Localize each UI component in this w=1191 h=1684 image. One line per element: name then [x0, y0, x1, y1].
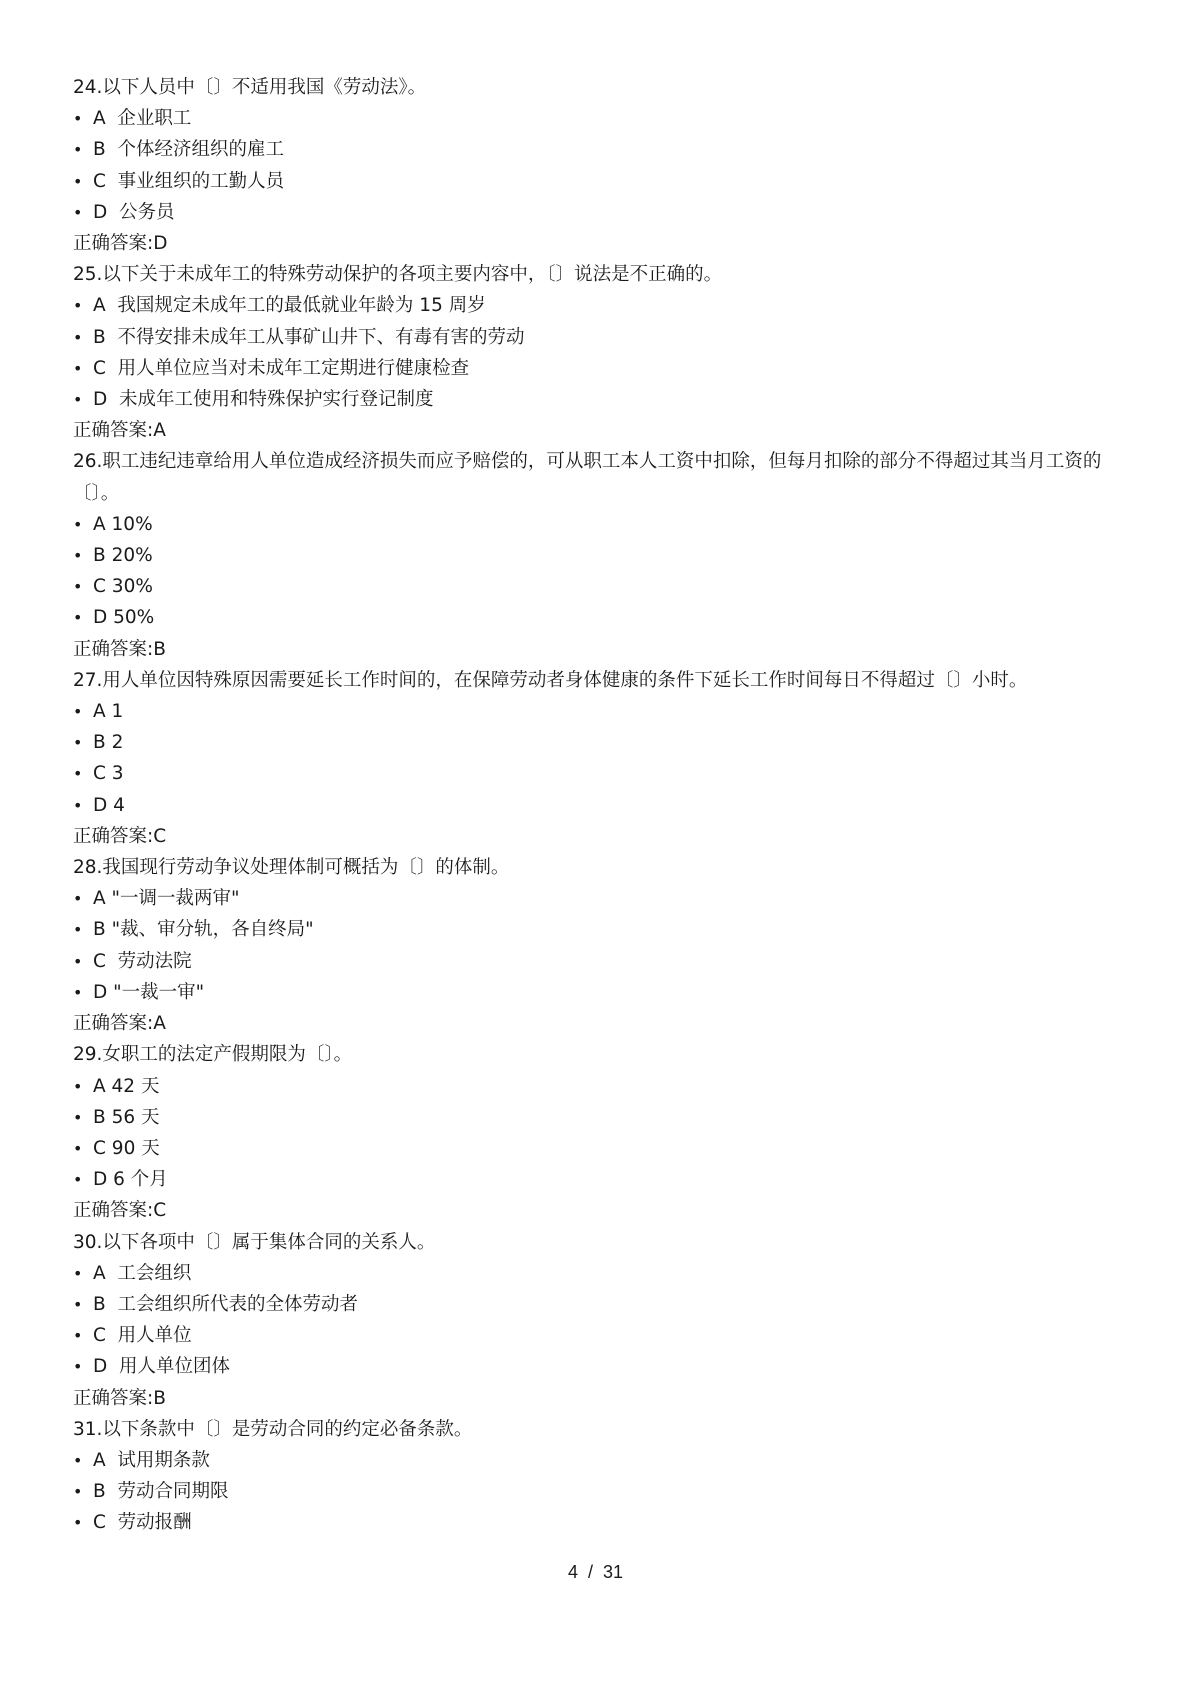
question-block — [73, 1039, 1133, 1226]
bullet-icon: • — [73, 1326, 83, 1346]
question-text: 30.以下各项中〔〕属于集体合同的关系人。 — [73, 1231, 436, 1253]
question-text: 25.以下关于未成年工的特殊劳动保护的各项主要内容中，〔〕说法是不正确的。 — [73, 264, 723, 286]
option-item — [73, 353, 1133, 384]
answer-text: 正确答案:D — [73, 233, 168, 255]
option-item — [73, 571, 1133, 602]
option-item — [73, 727, 1133, 758]
option-text: B 2 — [93, 732, 124, 754]
bullet-icon: • — [73, 1513, 83, 1533]
option-item — [73, 509, 1133, 540]
question-block — [73, 1227, 1133, 1414]
bullet-icon: • — [73, 1450, 83, 1470]
bullet-icon: • — [73, 1294, 83, 1314]
answer-text: 正确答案:A — [73, 420, 166, 442]
bullet-icon: • — [73, 109, 83, 129]
option-item — [73, 1258, 1133, 1289]
option-item — [73, 602, 1133, 633]
question-text: 29.女职工的法定产假期限为〔〕。 — [73, 1044, 353, 1066]
question-block — [73, 259, 1133, 446]
question-block — [73, 72, 1133, 259]
option-text: D "一裁一审" — [93, 981, 205, 1003]
option-item — [73, 790, 1133, 821]
document-body — [73, 72, 1133, 1539]
bullet-icon: • — [73, 140, 83, 160]
option-item — [73, 1102, 1133, 1133]
option-item — [73, 1164, 1133, 1195]
option-text: C 90 天 — [93, 1137, 160, 1159]
option-item — [73, 1507, 1133, 1538]
bullet-icon: • — [73, 1170, 83, 1190]
option-text: A 工会组织 — [93, 1262, 192, 1284]
bullet-icon: • — [73, 982, 83, 1002]
question-text: 27.用人单位因特殊原因需要延长工作时间的，在保障劳动者身体健康的条件下延长工作时间每日不得超过〔〕小时。 — [73, 669, 1028, 691]
option-text: C 劳动报酬 — [93, 1512, 192, 1534]
bullet-icon: • — [73, 764, 83, 784]
option-item — [73, 1476, 1133, 1507]
option-item — [73, 103, 1133, 134]
answer-text: 正确答案:B — [73, 638, 166, 660]
option-text: A "一调一裁两审" — [93, 888, 240, 910]
bullet-icon: • — [73, 327, 83, 347]
option-item — [73, 914, 1133, 945]
question-block — [73, 446, 1133, 664]
bullet-icon: • — [73, 920, 83, 940]
option-text: A 1 — [93, 701, 124, 723]
bullet-icon: • — [73, 171, 83, 191]
option-text: B 个体经济组织的雇工 — [93, 139, 284, 161]
page-number: 4 / 31 — [567, 1562, 624, 1582]
option-text: D 6 个月 — [93, 1169, 168, 1191]
option-item — [73, 1445, 1133, 1476]
answer-text: 正确答案:A — [73, 1013, 166, 1035]
option-text: C 用人单位应当对未成年工定期进行健康检查 — [93, 357, 470, 379]
option-item — [73, 758, 1133, 789]
answer-text: 正确答案:C — [73, 825, 167, 847]
option-item — [73, 1351, 1133, 1382]
option-item — [73, 134, 1133, 165]
option-text: B 56 天 — [93, 1106, 160, 1128]
bullet-icon: • — [73, 795, 83, 815]
option-item — [73, 540, 1133, 571]
option-item — [73, 1289, 1133, 1320]
option-text: C 劳动法院 — [93, 950, 192, 972]
question-block — [73, 665, 1133, 852]
option-item — [73, 1320, 1133, 1351]
option-text: C 3 — [93, 763, 124, 785]
option-text: B 20% — [93, 545, 153, 567]
option-text: B 工会组织所代表的全体劳动者 — [93, 1293, 358, 1315]
option-text: C 30% — [93, 576, 153, 598]
bullet-icon: • — [73, 951, 83, 971]
option-item — [73, 977, 1133, 1008]
question-text: 26.职工违纪违章给用人单位造成经济损失而应予赔偿的，可从职工本人工资中扣除，但每月扣除的部分不得超过其当月工资的〔〕。 — [73, 451, 1102, 504]
option-text: A 42 天 — [93, 1075, 160, 1097]
option-item — [73, 322, 1133, 353]
option-item — [73, 290, 1133, 321]
question-text: 31.以下条款中〔〕是劳动合同的约定必备条款。 — [73, 1418, 473, 1440]
bullet-icon: • — [73, 733, 83, 753]
option-item — [73, 384, 1133, 415]
option-text: D 50% — [93, 607, 155, 629]
bullet-icon: • — [73, 1138, 83, 1158]
bullet-icon: • — [73, 1357, 83, 1377]
option-item — [73, 197, 1133, 228]
option-item — [73, 166, 1133, 197]
option-item — [73, 696, 1133, 727]
option-text: D 用人单位团体 — [93, 1356, 231, 1378]
bullet-icon: • — [73, 202, 83, 222]
bullet-icon: • — [73, 889, 83, 909]
option-text: B 不得安排未成年工从事矿山井下、有毒有害的劳动 — [93, 326, 525, 348]
option-text: D 未成年工使用和特殊保护实行登记制度 — [93, 389, 434, 411]
option-text: A 我国规定未成年工的最低就业年龄为 15 周岁 — [93, 295, 486, 317]
question-text: 28.我国现行劳动争议处理体制可概括为〔〕的体制。 — [73, 857, 510, 879]
question-text: 24.以下人员中〔〕不适用我国《劳动法》。 — [73, 77, 427, 98]
bullet-icon: • — [73, 546, 83, 566]
bullet-icon: • — [73, 514, 83, 534]
option-text: A 10% — [93, 513, 153, 535]
bullet-icon: • — [73, 296, 83, 316]
bullet-icon: • — [73, 1107, 83, 1127]
option-text: B "裁、审分轨，各自终局" — [93, 919, 314, 941]
option-text: B 劳动合同期限 — [93, 1481, 229, 1503]
bullet-icon: • — [73, 577, 83, 597]
question-block — [73, 1414, 1133, 1539]
bullet-icon: • — [73, 1076, 83, 1096]
option-text: C 事业组织的工勤人员 — [93, 170, 285, 192]
option-text: D 4 — [93, 794, 125, 816]
option-text: A 企业职工 — [93, 108, 192, 130]
answer-text: 正确答案:C — [73, 1200, 167, 1222]
bullet-icon: • — [73, 358, 83, 378]
bullet-icon: • — [73, 1263, 83, 1283]
option-item — [73, 1071, 1133, 1102]
bullet-icon: • — [73, 702, 83, 722]
option-text: C 用人单位 — [93, 1325, 192, 1347]
option-item — [73, 883, 1133, 914]
bullet-icon: • — [73, 608, 83, 628]
bullet-icon: • — [73, 390, 83, 410]
option-item — [73, 946, 1133, 977]
question-block — [73, 852, 1133, 1039]
answer-text: 正确答案:B — [73, 1387, 166, 1409]
option-item — [73, 1133, 1133, 1164]
option-text: A 试用期条款 — [93, 1449, 210, 1471]
bullet-icon: • — [73, 1482, 83, 1502]
option-text: D 公务员 — [93, 201, 175, 223]
